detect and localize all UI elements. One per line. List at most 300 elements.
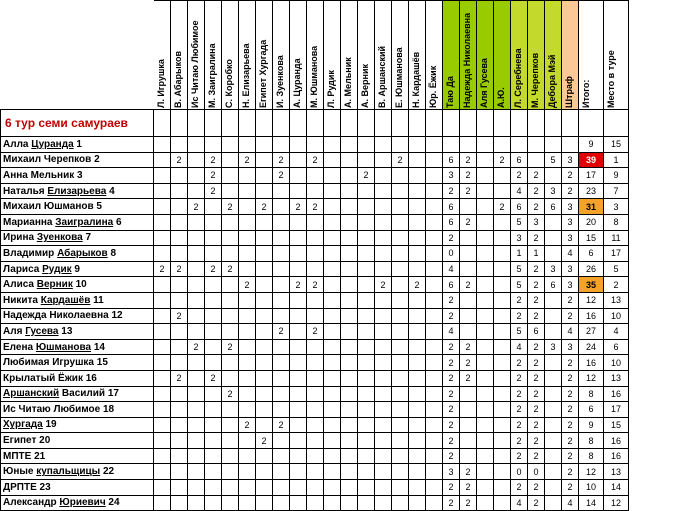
- score-cell[interactable]: 3: [443, 168, 460, 184]
- score-cell[interactable]: 3: [443, 464, 460, 480]
- score-cell[interactable]: [460, 402, 477, 418]
- score-cell[interactable]: [477, 355, 494, 371]
- score-cell[interactable]: [171, 339, 188, 355]
- score-cell[interactable]: [545, 214, 562, 230]
- score-cell[interactable]: [171, 168, 188, 184]
- score-cell[interactable]: 0: [528, 464, 545, 480]
- score-cell[interactable]: [222, 168, 239, 184]
- score-cell[interactable]: [392, 355, 409, 371]
- score-cell[interactable]: [426, 137, 443, 153]
- score-cell[interactable]: 2: [443, 355, 460, 371]
- score-cell[interactable]: [171, 277, 188, 293]
- score-cell[interactable]: [290, 464, 307, 480]
- score-cell[interactable]: [358, 339, 375, 355]
- score-cell[interactable]: [545, 292, 562, 308]
- score-cell[interactable]: [256, 417, 273, 433]
- score-cell[interactable]: [205, 433, 222, 449]
- score-cell[interactable]: [409, 152, 426, 168]
- score-cell[interactable]: [171, 402, 188, 418]
- total-cell[interactable]: 12: [579, 370, 604, 386]
- score-cell[interactable]: [239, 480, 256, 496]
- score-cell[interactable]: [341, 370, 358, 386]
- score-cell[interactable]: 6: [443, 277, 460, 293]
- score-cell[interactable]: [205, 339, 222, 355]
- score-cell[interactable]: [188, 495, 205, 511]
- score-cell[interactable]: 2: [494, 152, 511, 168]
- place-cell[interactable]: 5: [604, 261, 629, 277]
- score-cell[interactable]: 2: [511, 417, 528, 433]
- score-cell[interactable]: [460, 230, 477, 246]
- score-cell[interactable]: 0: [443, 246, 460, 262]
- score-cell[interactable]: [324, 480, 341, 496]
- score-cell[interactable]: [324, 370, 341, 386]
- table-row[interactable]: [1, 261, 629, 277]
- score-cell[interactable]: [409, 370, 426, 386]
- score-cell[interactable]: [188, 183, 205, 199]
- score-cell[interactable]: [477, 214, 494, 230]
- score-cell[interactable]: 2: [188, 199, 205, 215]
- score-cell[interactable]: [205, 355, 222, 371]
- score-cell[interactable]: [477, 308, 494, 324]
- score-cell[interactable]: [273, 370, 290, 386]
- score-cell[interactable]: [426, 199, 443, 215]
- score-cell[interactable]: 6: [443, 199, 460, 215]
- score-cell[interactable]: [375, 214, 392, 230]
- score-cell[interactable]: 2: [562, 292, 579, 308]
- score-cell[interactable]: [256, 308, 273, 324]
- score-cell[interactable]: [375, 417, 392, 433]
- score-cell[interactable]: 2: [528, 355, 545, 371]
- score-cell[interactable]: [222, 480, 239, 496]
- score-cell[interactable]: [477, 277, 494, 293]
- score-cell[interactable]: [409, 386, 426, 402]
- score-cell[interactable]: 2: [460, 355, 477, 371]
- score-cell[interactable]: 2: [290, 277, 307, 293]
- score-cell[interactable]: [409, 292, 426, 308]
- score-cell[interactable]: 5: [511, 214, 528, 230]
- table-row[interactable]: [1, 199, 629, 215]
- score-cell[interactable]: [358, 214, 375, 230]
- score-cell[interactable]: [358, 261, 375, 277]
- score-cell[interactable]: [528, 152, 545, 168]
- score-cell[interactable]: [222, 308, 239, 324]
- score-cell[interactable]: [273, 137, 290, 153]
- score-cell[interactable]: [562, 137, 579, 153]
- score-cell[interactable]: [290, 246, 307, 262]
- score-cell[interactable]: [324, 292, 341, 308]
- score-cell[interactable]: [154, 480, 171, 496]
- place-cell[interactable]: 6: [604, 339, 629, 355]
- score-cell[interactable]: [205, 480, 222, 496]
- score-cell[interactable]: 4: [443, 324, 460, 340]
- score-cell[interactable]: [290, 402, 307, 418]
- score-cell[interactable]: [188, 324, 205, 340]
- score-cell[interactable]: [171, 199, 188, 215]
- score-cell[interactable]: [273, 277, 290, 293]
- table-row[interactable]: [1, 324, 629, 340]
- score-cell[interactable]: [375, 370, 392, 386]
- score-cell[interactable]: [358, 324, 375, 340]
- score-cell[interactable]: [188, 370, 205, 386]
- table-row[interactable]: [1, 308, 629, 324]
- place-cell[interactable]: 4: [604, 324, 629, 340]
- score-cell[interactable]: [358, 355, 375, 371]
- score-cell[interactable]: 4: [511, 339, 528, 355]
- score-cell[interactable]: [494, 448, 511, 464]
- score-cell[interactable]: 2: [528, 292, 545, 308]
- score-cell[interactable]: [324, 183, 341, 199]
- score-cell[interactable]: [494, 402, 511, 418]
- score-cell[interactable]: [222, 417, 239, 433]
- score-cell[interactable]: [460, 448, 477, 464]
- score-cell[interactable]: [341, 246, 358, 262]
- score-cell[interactable]: [222, 152, 239, 168]
- score-cell[interactable]: [477, 448, 494, 464]
- score-cell[interactable]: [358, 308, 375, 324]
- score-cell[interactable]: [341, 464, 358, 480]
- score-cell[interactable]: [545, 417, 562, 433]
- score-cell[interactable]: [171, 448, 188, 464]
- score-cell[interactable]: [426, 308, 443, 324]
- score-cell[interactable]: 2: [511, 402, 528, 418]
- score-cell[interactable]: [392, 386, 409, 402]
- score-cell[interactable]: [307, 137, 324, 153]
- place-cell[interactable]: 17: [604, 402, 629, 418]
- score-cell[interactable]: [494, 339, 511, 355]
- score-cell[interactable]: [341, 386, 358, 402]
- score-cell[interactable]: [392, 370, 409, 386]
- score-cell[interactable]: 5: [511, 277, 528, 293]
- score-cell[interactable]: [256, 355, 273, 371]
- score-cell[interactable]: [358, 246, 375, 262]
- score-cell[interactable]: 2: [443, 495, 460, 511]
- score-cell[interactable]: [426, 292, 443, 308]
- score-cell[interactable]: [222, 292, 239, 308]
- score-cell[interactable]: 2: [443, 386, 460, 402]
- score-cell[interactable]: 2: [443, 433, 460, 449]
- score-cell[interactable]: [426, 480, 443, 496]
- score-cell[interactable]: 2: [528, 230, 545, 246]
- score-cell[interactable]: [477, 417, 494, 433]
- score-cell[interactable]: [256, 214, 273, 230]
- score-cell[interactable]: [545, 308, 562, 324]
- score-cell[interactable]: [477, 495, 494, 511]
- score-cell[interactable]: [545, 355, 562, 371]
- score-cell[interactable]: [392, 292, 409, 308]
- score-cell[interactable]: [171, 324, 188, 340]
- score-cell[interactable]: [205, 214, 222, 230]
- score-cell[interactable]: [375, 339, 392, 355]
- score-cell[interactable]: 6: [545, 199, 562, 215]
- score-cell[interactable]: [154, 448, 171, 464]
- score-cell[interactable]: [273, 464, 290, 480]
- score-cell[interactable]: [494, 386, 511, 402]
- score-cell[interactable]: 2: [528, 480, 545, 496]
- score-cell[interactable]: [290, 480, 307, 496]
- score-cell[interactable]: [477, 168, 494, 184]
- score-cell[interactable]: [545, 464, 562, 480]
- score-cell[interactable]: [477, 386, 494, 402]
- total-cell[interactable]: 35: [579, 277, 604, 293]
- score-cell[interactable]: [409, 448, 426, 464]
- score-cell[interactable]: [409, 480, 426, 496]
- total-cell[interactable]: 8: [579, 448, 604, 464]
- score-cell[interactable]: [358, 370, 375, 386]
- score-cell[interactable]: [358, 433, 375, 449]
- score-cell[interactable]: [239, 168, 256, 184]
- score-cell[interactable]: [256, 495, 273, 511]
- score-cell[interactable]: 2: [222, 339, 239, 355]
- score-cell[interactable]: 2: [460, 152, 477, 168]
- score-cell[interactable]: 2: [528, 183, 545, 199]
- score-cell[interactable]: [358, 448, 375, 464]
- score-cell[interactable]: [273, 199, 290, 215]
- score-cell[interactable]: [154, 214, 171, 230]
- score-cell[interactable]: [171, 417, 188, 433]
- score-cell[interactable]: [239, 339, 256, 355]
- score-cell[interactable]: [256, 480, 273, 496]
- score-cell[interactable]: 2: [528, 495, 545, 511]
- place-cell[interactable]: 13: [604, 292, 629, 308]
- score-cell[interactable]: [545, 386, 562, 402]
- table-row[interactable]: [1, 386, 629, 402]
- score-cell[interactable]: [409, 324, 426, 340]
- score-cell[interactable]: [392, 308, 409, 324]
- score-cell[interactable]: [239, 324, 256, 340]
- score-cell[interactable]: 2: [443, 308, 460, 324]
- score-cell[interactable]: 2: [460, 339, 477, 355]
- score-cell[interactable]: [375, 433, 392, 449]
- score-cell[interactable]: [392, 464, 409, 480]
- score-cell[interactable]: [290, 292, 307, 308]
- score-cell[interactable]: [477, 402, 494, 418]
- score-cell[interactable]: 2: [460, 168, 477, 184]
- score-cell[interactable]: [324, 495, 341, 511]
- total-cell[interactable]: 6: [579, 402, 604, 418]
- score-cell[interactable]: 2: [443, 292, 460, 308]
- score-cell[interactable]: [341, 277, 358, 293]
- score-cell[interactable]: [154, 433, 171, 449]
- score-cell[interactable]: [222, 246, 239, 262]
- score-cell[interactable]: [256, 183, 273, 199]
- score-cell[interactable]: [256, 261, 273, 277]
- score-cell[interactable]: 5: [511, 261, 528, 277]
- score-cell[interactable]: [273, 355, 290, 371]
- score-cell[interactable]: [358, 137, 375, 153]
- total-cell[interactable]: 15: [579, 230, 604, 246]
- score-cell[interactable]: [273, 386, 290, 402]
- score-cell[interactable]: [375, 386, 392, 402]
- score-cell[interactable]: [358, 402, 375, 418]
- score-cell[interactable]: 2: [205, 183, 222, 199]
- score-cell[interactable]: [494, 370, 511, 386]
- score-cell[interactable]: [545, 246, 562, 262]
- score-cell[interactable]: [392, 324, 409, 340]
- score-cell[interactable]: [545, 137, 562, 153]
- score-cell[interactable]: [273, 339, 290, 355]
- score-cell[interactable]: [477, 324, 494, 340]
- score-cell[interactable]: [392, 277, 409, 293]
- score-cell[interactable]: [341, 168, 358, 184]
- score-cell[interactable]: [358, 417, 375, 433]
- score-cell[interactable]: [426, 324, 443, 340]
- score-cell[interactable]: 2: [205, 168, 222, 184]
- score-cell[interactable]: 2: [511, 168, 528, 184]
- score-cell[interactable]: 4: [443, 261, 460, 277]
- score-cell[interactable]: [409, 308, 426, 324]
- score-cell[interactable]: [341, 433, 358, 449]
- score-cell[interactable]: 2: [511, 370, 528, 386]
- score-cell[interactable]: [324, 308, 341, 324]
- score-cell[interactable]: [494, 183, 511, 199]
- score-cell[interactable]: [205, 199, 222, 215]
- score-cell[interactable]: [341, 480, 358, 496]
- score-cell[interactable]: [205, 292, 222, 308]
- total-cell[interactable]: 31: [579, 199, 604, 215]
- score-cell[interactable]: [154, 370, 171, 386]
- score-cell[interactable]: [256, 448, 273, 464]
- score-cell[interactable]: 2: [562, 168, 579, 184]
- score-cell[interactable]: [188, 214, 205, 230]
- score-cell[interactable]: [426, 433, 443, 449]
- score-cell[interactable]: [409, 214, 426, 230]
- table-row[interactable]: [1, 480, 629, 496]
- score-cell[interactable]: [205, 246, 222, 262]
- score-cell[interactable]: 5: [545, 152, 562, 168]
- score-cell[interactable]: [358, 183, 375, 199]
- score-cell[interactable]: [222, 433, 239, 449]
- score-cell[interactable]: 2: [307, 152, 324, 168]
- score-cell[interactable]: 2: [409, 277, 426, 293]
- score-cell[interactable]: [341, 292, 358, 308]
- total-cell[interactable]: 9: [579, 417, 604, 433]
- score-cell[interactable]: 2: [205, 152, 222, 168]
- score-cell[interactable]: [392, 433, 409, 449]
- score-cell[interactable]: [222, 402, 239, 418]
- score-cell[interactable]: [409, 402, 426, 418]
- score-cell[interactable]: [188, 448, 205, 464]
- score-cell[interactable]: [290, 324, 307, 340]
- score-cell[interactable]: [171, 292, 188, 308]
- score-cell[interactable]: [256, 246, 273, 262]
- score-cell[interactable]: [341, 199, 358, 215]
- score-cell[interactable]: [545, 324, 562, 340]
- score-cell[interactable]: [307, 495, 324, 511]
- table-row[interactable]: [1, 230, 629, 246]
- score-cell[interactable]: 3: [562, 214, 579, 230]
- score-cell[interactable]: [460, 417, 477, 433]
- table-row[interactable]: [1, 433, 629, 449]
- score-cell[interactable]: 2: [443, 183, 460, 199]
- place-cell[interactable]: 16: [604, 433, 629, 449]
- score-cell[interactable]: [154, 168, 171, 184]
- score-cell[interactable]: [375, 137, 392, 153]
- score-cell[interactable]: [324, 339, 341, 355]
- place-cell[interactable]: 12: [604, 495, 629, 511]
- score-cell[interactable]: [324, 261, 341, 277]
- place-cell[interactable]: 17: [604, 246, 629, 262]
- score-cell[interactable]: 2: [222, 386, 239, 402]
- score-cell[interactable]: [171, 480, 188, 496]
- score-cell[interactable]: [307, 480, 324, 496]
- score-cell[interactable]: [154, 495, 171, 511]
- score-cell[interactable]: [222, 214, 239, 230]
- score-cell[interactable]: [375, 261, 392, 277]
- score-cell[interactable]: [307, 355, 324, 371]
- score-cell[interactable]: [222, 370, 239, 386]
- score-cell[interactable]: [375, 480, 392, 496]
- score-cell[interactable]: [494, 433, 511, 449]
- score-cell[interactable]: [324, 277, 341, 293]
- score-cell[interactable]: [256, 386, 273, 402]
- total-cell[interactable]: 24: [579, 339, 604, 355]
- score-cell[interactable]: 2: [256, 199, 273, 215]
- score-cell[interactable]: [290, 386, 307, 402]
- score-cell[interactable]: [494, 277, 511, 293]
- score-cell[interactable]: [375, 464, 392, 480]
- score-cell[interactable]: [256, 230, 273, 246]
- score-cell[interactable]: [188, 168, 205, 184]
- score-cell[interactable]: [409, 183, 426, 199]
- score-cell[interactable]: [426, 152, 443, 168]
- score-cell[interactable]: 0: [511, 464, 528, 480]
- table-row[interactable]: [1, 137, 629, 153]
- score-cell[interactable]: [324, 152, 341, 168]
- score-cell[interactable]: [222, 464, 239, 480]
- score-cell[interactable]: [171, 183, 188, 199]
- table-row[interactable]: [1, 339, 629, 355]
- score-cell[interactable]: [477, 246, 494, 262]
- score-cell[interactable]: [188, 277, 205, 293]
- score-cell[interactable]: [205, 137, 222, 153]
- score-cell[interactable]: 2: [460, 183, 477, 199]
- score-cell[interactable]: 2: [528, 261, 545, 277]
- score-cell[interactable]: [290, 230, 307, 246]
- score-cell[interactable]: [171, 433, 188, 449]
- score-cell[interactable]: [392, 339, 409, 355]
- score-cell[interactable]: [171, 355, 188, 371]
- score-cell[interactable]: [205, 386, 222, 402]
- score-cell[interactable]: [222, 448, 239, 464]
- score-cell[interactable]: 3: [545, 261, 562, 277]
- score-cell[interactable]: [171, 386, 188, 402]
- score-cell[interactable]: [460, 386, 477, 402]
- score-cell[interactable]: 2: [528, 199, 545, 215]
- score-cell[interactable]: [222, 230, 239, 246]
- score-cell[interactable]: [290, 308, 307, 324]
- score-cell[interactable]: [324, 448, 341, 464]
- score-cell[interactable]: [205, 277, 222, 293]
- score-cell[interactable]: [494, 464, 511, 480]
- score-cell[interactable]: 2: [239, 417, 256, 433]
- score-cell[interactable]: [426, 168, 443, 184]
- score-cell[interactable]: 2: [273, 152, 290, 168]
- score-cell[interactable]: [307, 417, 324, 433]
- score-cell[interactable]: [545, 448, 562, 464]
- score-cell[interactable]: [222, 495, 239, 511]
- score-cell[interactable]: [477, 433, 494, 449]
- score-cell[interactable]: [460, 324, 477, 340]
- table-row[interactable]: [1, 402, 629, 418]
- score-cell[interactable]: [290, 261, 307, 277]
- score-cell[interactable]: [307, 183, 324, 199]
- score-cell[interactable]: [341, 308, 358, 324]
- score-cell[interactable]: [154, 464, 171, 480]
- score-cell[interactable]: [324, 417, 341, 433]
- place-cell[interactable]: 16: [604, 386, 629, 402]
- score-cell[interactable]: [239, 261, 256, 277]
- score-cell[interactable]: [426, 246, 443, 262]
